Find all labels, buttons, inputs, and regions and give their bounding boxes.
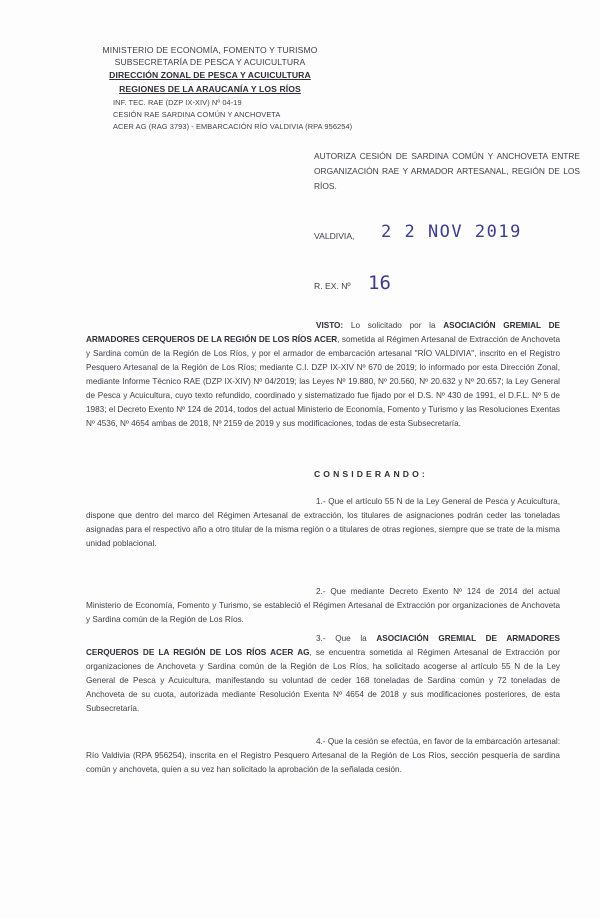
visto-paragraph — [86, 319, 560, 431]
header-cession-ref: CESIÓN RAE SARDINA COMÚN Y ANCHOVETA — [113, 110, 281, 119]
date-stamp: 2 2 NOV 2019 — [381, 222, 522, 242]
visto-label: VISTO: — [316, 321, 344, 330]
header-vessel-ref: ACER AG (RAG 3793) - EMBARCACIÓN RÍO VALDIVIA (RPA 956254) — [113, 122, 353, 131]
considerando-4-text: 4.- Que la cesión se efectúa, en favor de la embarcación artesanal: Río Valdivia (RPA 956254), inscrita en el Registro Pesquero Artesanal de la Región de Los Ríos, sección pesquería de sardina común y anchoveta, quien a su vez han solicitado la aprobación de la señalada cesión. — [86, 737, 560, 774]
header-subsecretary: SUBSECRETARÍA DE PESCA Y ACUICULTURA — [114, 57, 306, 67]
header-regions: REGIONES DE LA ARAUCANÍA Y LOS RÍOS — [119, 84, 301, 94]
rex-number: 16 — [368, 272, 391, 294]
considerando-heading: CONSIDERANDO: — [314, 469, 428, 479]
considerando-paragraph-2 — [86, 585, 560, 627]
considerando-2-text: 2.- Que mediante Decreto Exento Nº 124 de 2014 del actual Ministerio de Economía, Fomento y Turismo, se estableció el Régimen Artesanal de Extracción por organizaciones de Anchoveta y Sardina común de la Región de Los Ríos. — [86, 587, 560, 624]
visto-text-a: Lo solicitado por la — [350, 321, 436, 330]
considerando-3-text-b: , se encuentra sometida al Régimen Artesanal de Extracción por organizaciones de Anchoveta y Sardina común de la Región de Los Ríos, ha solicitado acogerse al artículo 55 N de la Ley General de Pesca y Acuicultura, manifestando su voluntad de ceder 168 toneladas de Sardina común y 72 toneladas de Anchoveta de su cuota, autorizada mediante Resolución Exenta Nº 4654 de 2018 y sus modificaciones posteriores, de esta Subsecretaría. — [86, 648, 560, 713]
considerando-3-text-a: 3.- Que la — [316, 634, 367, 643]
considerando-3-org-name: ASOCIACIÓN GREMIAL DE ARMADORES CERQUEROS DE LA REGIÓN DE LOS RÍOS ACER AG — [86, 634, 560, 657]
considerando-paragraph-4 — [86, 735, 560, 777]
header-report-ref: INF. TEC. RAE (DZP IX-XIV) Nº 04-19 — [113, 98, 242, 107]
header-zonal-direction: DIRECCIÓN ZONAL DE PESCA Y ACUICULTURA — [109, 70, 311, 80]
considerando-1-text: 1.- Que el artículo 55 N de la Ley General de Pesca y Acuicultura, dispone que dentro del marco del Régimen Artesanal de extracción, los titulares de asignaciones podrán ceder las toneladas asignadas para el respectivo año a otro titular de la misma región o a titulares de otras regiones, siempre que se trate de la misma unidad poblacional. — [86, 497, 560, 548]
resolution-title: AUTORIZA CESIÓN DE SARDINA COMÚN Y ANCHOVETA ENTRE ORGANIZACIÓN RAE Y ARMADOR ARTESANAL, REGIÓN DE LOS RÍOS. — [314, 151, 580, 191]
considerando-paragraph-1 — [86, 495, 560, 551]
visto-org-name: ASOCIACIÓN GREMIAL DE ARMADORES CERQUEROS DE LA REGIÓN DE LOS RÍOS ACER — [86, 321, 560, 344]
header-ministry: MINISTERIO DE ECONOMÍA, FOMENTO Y TURISMO — [102, 45, 318, 55]
considerando-paragraph-3 — [86, 632, 560, 716]
city-label: VALDIVIA, — [314, 231, 355, 241]
rex-label: R. EX. Nº — [314, 281, 351, 291]
visto-text-b: , sometida al Régimen Artesanal de Extracción de Anchoveta y Sardina común de la Región de Los Ríos, y por el armador de embarcación artesanal "RÍO VALDIVIA", inscrito en el Registro Pesquero Artesanal de la Región de Los Ríos; mediante C.I. DZP IX-XIV Nº 670 de 2019; lo informado por esta Dirección Zonal, mediante Informe Técnico RAE (DZP IX-XIV) Nº 04/2019; las Leyes Nº 19.880, Nº 20.560, Nº 20.632 y Nº 20.657; la Ley General de Pesca y Acuicultura, cuyo texto refundido, coordinado y sistematizado fue fijado por el D.S. Nº 430 de 1991, el D.F.L. Nº 5 de 1983; el Decreto Exento Nº 124 de 2014, todos del actual Ministerio de Economía, Fomento y Turismo y las Resoluciones Exentas Nº 4536, Nº 4654 ambas de 2018, Nº 2159 de 2019 y sus modificaciones, todas de esta Subsecretaría. — [86, 335, 560, 428]
